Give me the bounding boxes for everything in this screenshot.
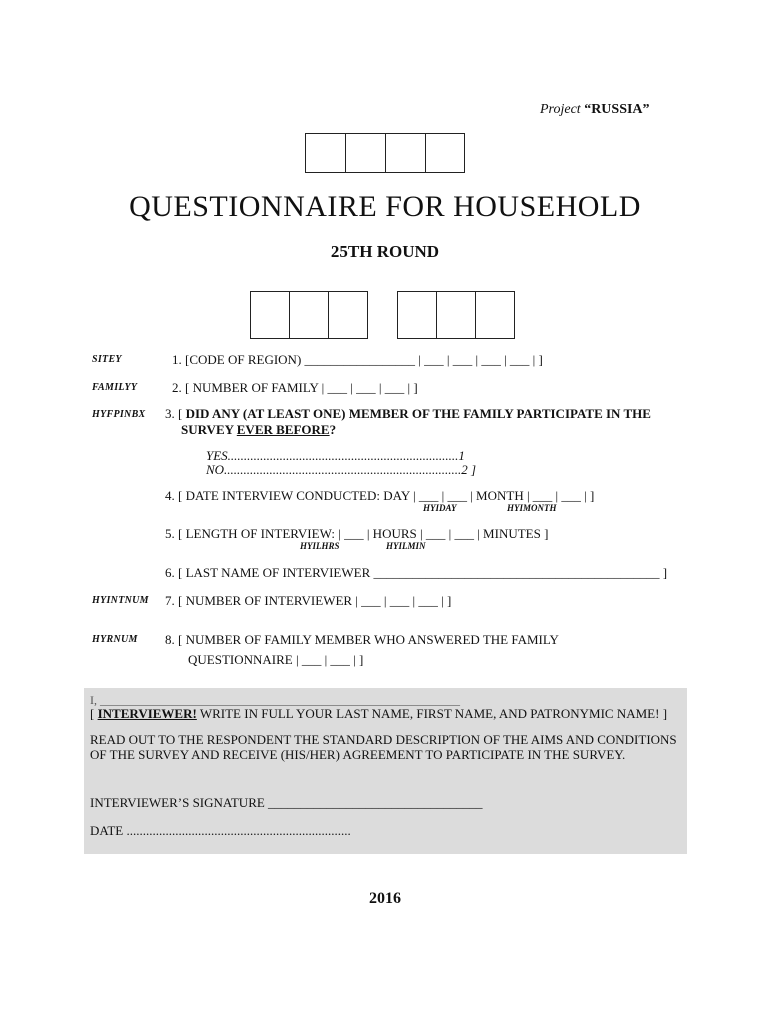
option-yes[interactable]: YES.......................................................................1 [206,448,465,463]
instruction-rest: WRITE IN FULL YOUR LAST NAME, FIRST NAME, AND PATRONYMIC NAME! ] [196,706,668,721]
question-3-text: DID ANY (AT LEAST ONE) MEMBER OF THE FAMILY PARTICIPATE IN THE [185,406,651,421]
date-line[interactable]: DATE ..................................................................... [90,823,351,838]
ever-before-emphasis: EVER BEFORE [236,422,330,437]
var-code: HYRNUM [92,634,138,645]
var-hyiday: HYIDAY [423,503,457,513]
var-code: HYINTNUM [92,595,149,606]
question-3-cont-a: SURVEY [181,422,237,437]
var-hyimonth: HYIMONTH [507,503,557,513]
id-box[interactable] [345,133,386,173]
id-box[interactable] [250,291,290,339]
var-code: HYFPINBX [92,409,146,420]
question-3-number: 3. [ [165,406,183,421]
id-box[interactable] [289,291,329,339]
round-subtitle: 25TH ROUND [330,242,440,261]
project-prefix: Project [540,102,581,117]
question-3-cont-b: ? [329,422,337,437]
interviewer-name-line[interactable]: I, ____________________________________________________________ [90,693,460,707]
instruction-bold: INTERVIEWER! [97,706,197,721]
signature-line[interactable]: INTERVIEWER’S SIGNATURE _________________________________ [90,795,483,810]
question-5[interactable]: 5. [ LENGTH OF INTERVIEW: | ___ | HOURS | ___ | ___ | MINUTES ] [165,526,549,541]
question-8[interactable]: 8. [ NUMBER OF FAMILY MEMBER WHO ANSWERED THE FAMILY [165,632,559,647]
read-out-text-1: READ OUT TO THE RESPONDENT THE STANDARD DESCRIPTION OF THE AIMS AND CONDITIONS [90,732,677,747]
project-label [540,102,650,118]
question-1[interactable]: 1. [CODE OF REGION) _________________ | ___ | ___ | ___ | ___ | ] [172,352,543,367]
var-code: SITEY [92,354,122,365]
question-2[interactable]: 2. [ NUMBER OF FAMILY | ___ | ___ | ___ | ] [172,380,418,395]
project-name: “RUSSIA” [584,102,650,117]
var-code: FAMILYY [92,382,138,393]
option-no[interactable]: NO.........................................................................2 ] [206,462,477,477]
instruction-open: [ [90,706,98,721]
question-7[interactable]: 7. [ NUMBER OF INTERVIEWER | ___ | ___ | ___ | ] [165,593,452,608]
var-hyilhrs: HYILHRS [300,541,340,551]
id-box[interactable] [397,291,437,339]
id-box[interactable] [425,133,465,173]
var-hyilmin: HYILMIN [386,541,426,551]
page-title: QUESTIONNAIRE FOR HOUSEHOLD [129,190,641,223]
question-3-cont [181,422,336,438]
id-box[interactable] [305,133,346,173]
interviewer-note-box [84,688,687,854]
question-3 [165,406,651,422]
question-6[interactable]: 6. [ LAST NAME OF INTERVIEWER ____________________________________________ ] [165,565,668,580]
id-box[interactable] [475,291,515,339]
question-8-cont[interactable]: QUESTIONNAIRE | ___ | ___ | ] [188,652,364,667]
year: 2016 [369,890,401,907]
id-box[interactable] [328,291,368,339]
question-4[interactable]: 4. [ DATE INTERVIEW CONDUCTED: DAY | ___ | ___ | MONTH | ___ | ___ | ] [165,488,595,503]
id-box[interactable] [436,291,476,339]
read-out-text-2: OF THE SURVEY AND RECEIVE (HIS/HER) AGREEMENT TO PARTICIPATE IN THE SURVEY. [90,747,626,762]
id-box[interactable] [385,133,426,173]
interviewer-instruction [90,706,667,722]
